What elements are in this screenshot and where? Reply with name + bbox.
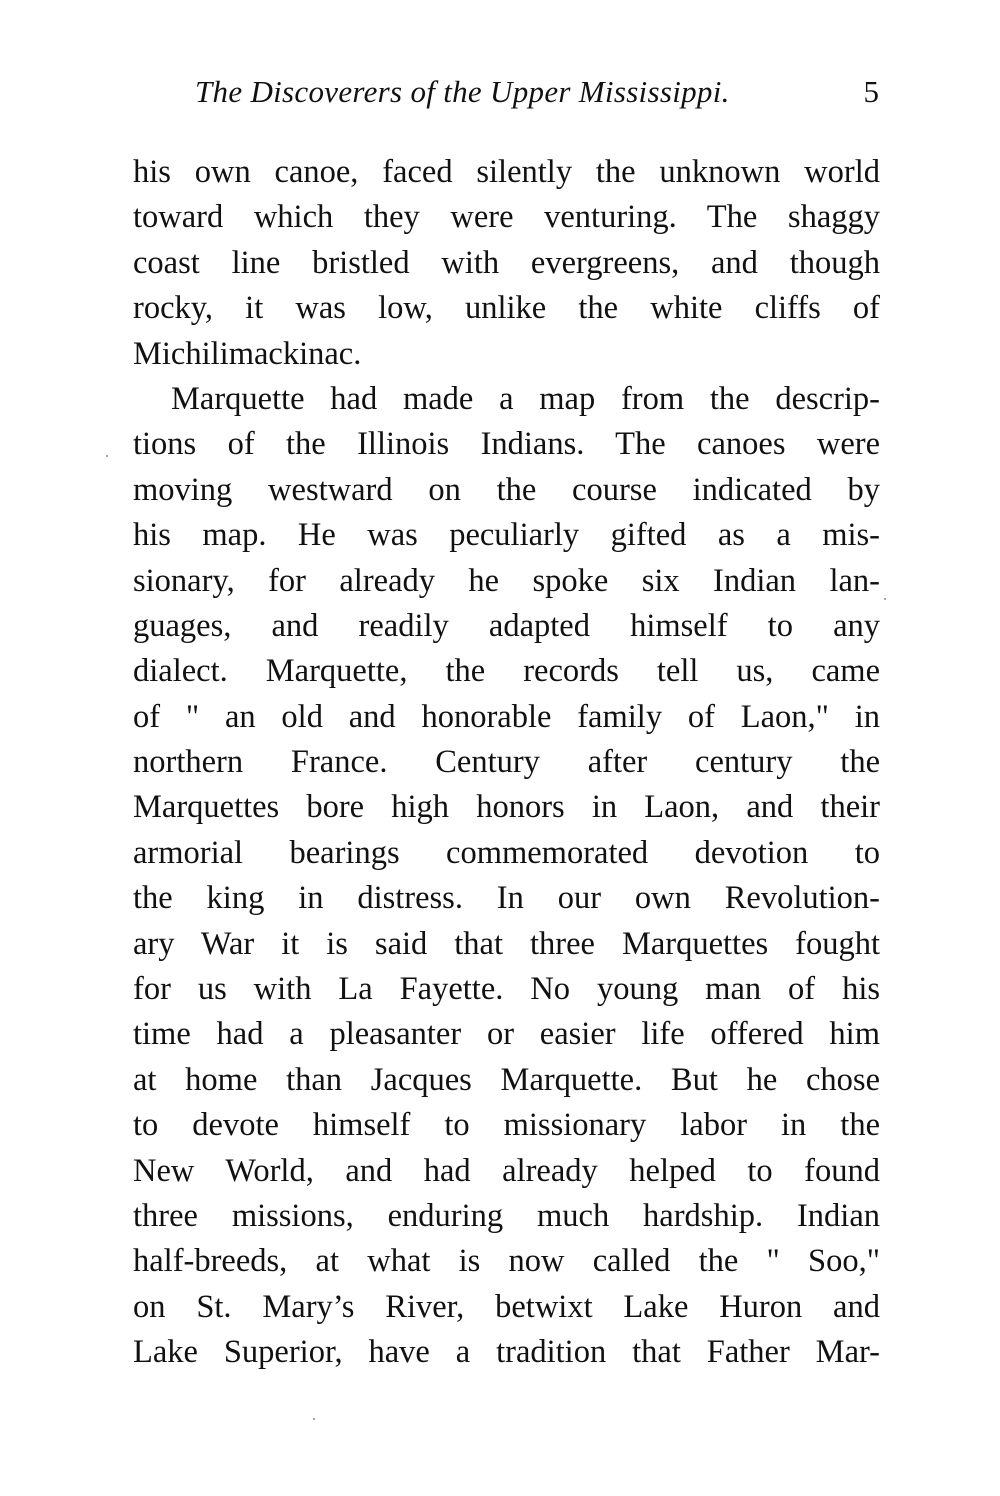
scan-speck	[884, 598, 886, 600]
text-line: of " an old and honorable family of Laon," in	[133, 698, 880, 735]
text-line: guages, and readily adapted himself to any	[133, 607, 880, 644]
text-line: New World, and had already helped to found	[133, 1152, 880, 1189]
text-line: moving westward on the course indicated by	[133, 471, 880, 508]
text-line: sionary, for already he spoke six Indian lan-	[133, 562, 880, 599]
text-line: tions of the Illinois Indians. The canoes were	[133, 426, 880, 463]
text-line: toward which they were venturing. The shaggy	[133, 199, 880, 236]
running-title: The Discoverers of the Upper Mississippi.	[195, 74, 730, 109]
body-text	[133, 150, 880, 1376]
text-line: his map. He was peculiarly gifted as a mis-	[133, 517, 880, 554]
text-line: northern France. Century after century the	[133, 744, 880, 781]
text-line: on St. Mary’s River, betwixt Lake Huron and	[133, 1288, 880, 1325]
text-line: Michilimackinac.	[133, 335, 362, 372]
text-line: ary War it is said that three Marquettes fought	[133, 925, 880, 962]
text-line: Lake Superior, have a tradition that Father Mar-	[133, 1334, 880, 1371]
running-head	[195, 74, 879, 114]
paragraph-1	[133, 150, 880, 377]
page-number: 5	[863, 74, 879, 109]
text-line: at home than Jacques Marquette. But he chose	[133, 1061, 880, 1098]
text-line: to devote himself to missionary labor in the	[133, 1107, 880, 1144]
text-line: his own canoe, faced silently the unknown world	[133, 154, 880, 190]
text-line: half-breeds, at what is now called the " Soo,"	[133, 1243, 880, 1280]
scan-speck	[106, 455, 108, 457]
text-line: armorial bearings commemorated devotion to	[133, 834, 880, 871]
scan-speck	[313, 1418, 315, 1420]
text-line: the king in distress. In our own Revolution-	[133, 880, 880, 917]
text-line: three missions, enduring much hardship. Indian	[133, 1197, 880, 1234]
text-line: coast line bristled with evergreens, and though	[133, 244, 880, 281]
text-line: dialect. Marquette, the records tell us, came	[133, 653, 880, 690]
paragraph-2	[133, 377, 880, 1376]
text-line: rocky, it was low, unlike the white cliffs of	[133, 290, 880, 327]
text-line: time had a pleasanter or easier life offered him	[133, 1016, 880, 1053]
text-line: for us with La Fayette. No young man of his	[133, 971, 880, 1008]
text-line: Marquettes bore high honors in Laon, and their	[133, 789, 880, 826]
text-line: Marquette had made a map from the descrip-	[171, 380, 880, 417]
